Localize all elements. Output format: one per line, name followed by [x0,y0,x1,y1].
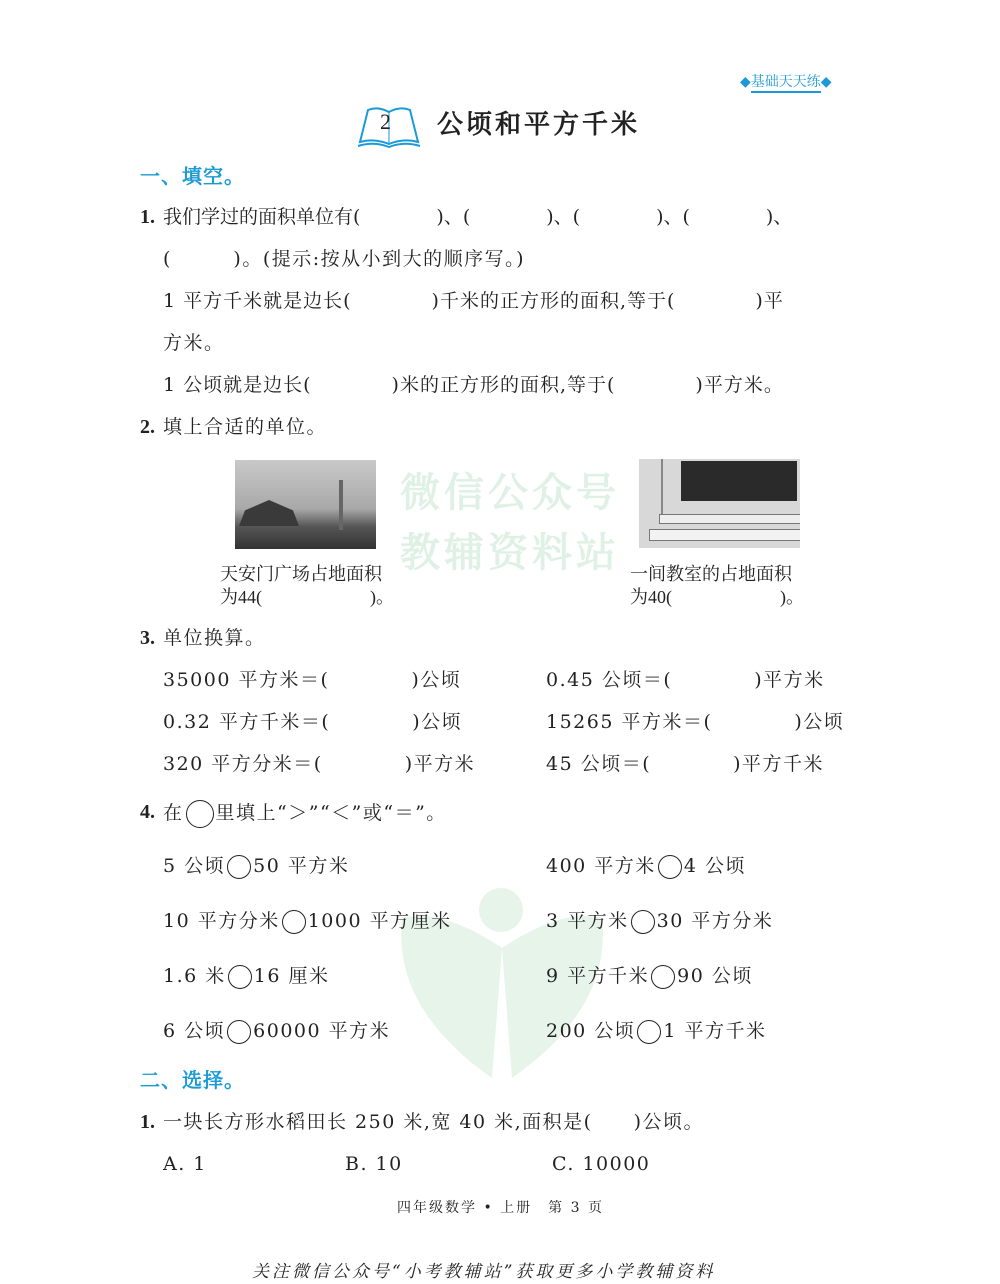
q4-text [163,800,447,828]
compare-right: 1 平方千米 [663,1020,767,1042]
compare-left: 1.6 米 [163,965,226,987]
compare-right: 16 厘米 [253,965,330,987]
q1-line-5: 1 公顷就是边长( )米的正方形的面积,等于( )平方米。 [163,374,784,396]
caption-classroom-1: 一间教室的占地面积 [630,564,792,584]
conversion-item: 320 平方分米＝( )平方米 [163,753,476,775]
caption-tiananmen-1: 天安门广场占地面积 [220,564,382,584]
compare-left: 9 平方千米 [546,965,650,987]
section-badge: ◆基础天天练◆ [740,70,832,94]
q1-line-3: 1 平方千米就是边长( )千米的正方形的面积,等于( )平 [163,290,784,312]
compare-item [546,964,753,989]
compare-right: 60000 平方米 [253,1020,391,1042]
q1-line-2: ( )。(提示:按从小到大的顺序写。) [163,248,526,270]
option-a[interactable]: A. 1 [163,1153,207,1175]
q4-text-after: 里填上“＞”“＜”或“＝”。 [215,802,447,824]
compare-circle[interactable] [227,1020,251,1044]
question-number: 1. [140,206,155,228]
promo-text: 关注微信公众号“小考教辅站”获取更多小学教辅资料 [252,1262,716,1282]
q3-text: 单位换算。 [163,627,266,649]
watermark-text-2: 教辅资料站 [400,530,620,576]
compare-left: 200 公顷 [546,1020,636,1042]
section-heading-choice: 二、选择。 [140,1068,245,1092]
compare-circle[interactable] [282,910,306,934]
lesson-number: 2 [380,109,391,134]
question-number: 2. [140,416,155,438]
badge-label: 基础天天练 [751,74,821,93]
compare-circle[interactable] [631,910,655,934]
compare-left: 5 公顷 [163,855,226,877]
section-heading-fill-blank: 一、填空。 [140,164,245,188]
compare-item [546,1019,766,1044]
page-title: 公顷和平方千米 [437,110,641,140]
compare-circle[interactable] [228,965,252,989]
question-number: 4. [140,801,155,823]
option-b[interactable]: B. 10 [345,1153,403,1175]
compare-right: 1000 平方厘米 [307,910,452,932]
q1-line-4: 方米。 [163,332,225,354]
compare-item [163,909,452,934]
compare-left: 6 公顷 [163,1020,226,1042]
tiananmen-photo [235,460,376,549]
conversion-item: 15265 平方米＝( )公顷 [546,711,845,733]
compare-right: 30 平方分米 [656,910,774,932]
compare-left: 3 平方米 [546,910,629,932]
compare-right: 90 公顷 [677,965,753,987]
caption-tiananmen-2: 为44( )。 [220,587,394,607]
compare-item [163,1019,390,1044]
compare-item [546,909,773,934]
compare-right: 50 平方米 [253,855,350,877]
conversion-item: 0.32 平方千米＝( )公顷 [163,711,463,733]
compare-circle[interactable] [658,855,682,879]
conversion-item: 45 公顷＝( )平方千米 [546,753,825,775]
choice-question-text: 一块长方形水稻田长 250 米,宽 40 米,面积是( )公顷。 [163,1111,705,1133]
q2-text: 填上合适的单位。 [163,416,328,438]
conversion-item: 0.45 公顷＝( )平方米 [546,669,825,691]
caption-classroom-2: 为40( )。 [630,587,804,607]
compare-item [163,964,329,989]
question-number: 3. [140,627,155,649]
compare-circle[interactable] [227,855,251,879]
q1-line-1: 我们学过的面积单位有( )、( )、( )、( )、 [163,206,793,228]
compare-circle[interactable] [637,1020,661,1044]
watermark-text-1: 微信公众号 [400,470,620,516]
classroom-photo [639,459,800,548]
circle-icon [186,800,214,828]
page-footer: 四年级数学 • 上册 第 3 页 [397,1200,604,1216]
compare-item [163,854,349,879]
compare-item [546,854,746,879]
book-icon [356,104,422,148]
compare-left: 400 平方米 [546,855,656,877]
conversion-item: 35000 平方米＝( )公顷 [163,669,462,691]
question-number: 1. [140,1111,155,1133]
compare-right: 4 公顷 [683,855,746,877]
compare-left: 10 平方分米 [163,910,280,932]
q4-text-before: 在 [163,802,184,824]
compare-circle[interactable] [651,965,675,989]
option-c[interactable]: C. 10000 [552,1153,651,1175]
